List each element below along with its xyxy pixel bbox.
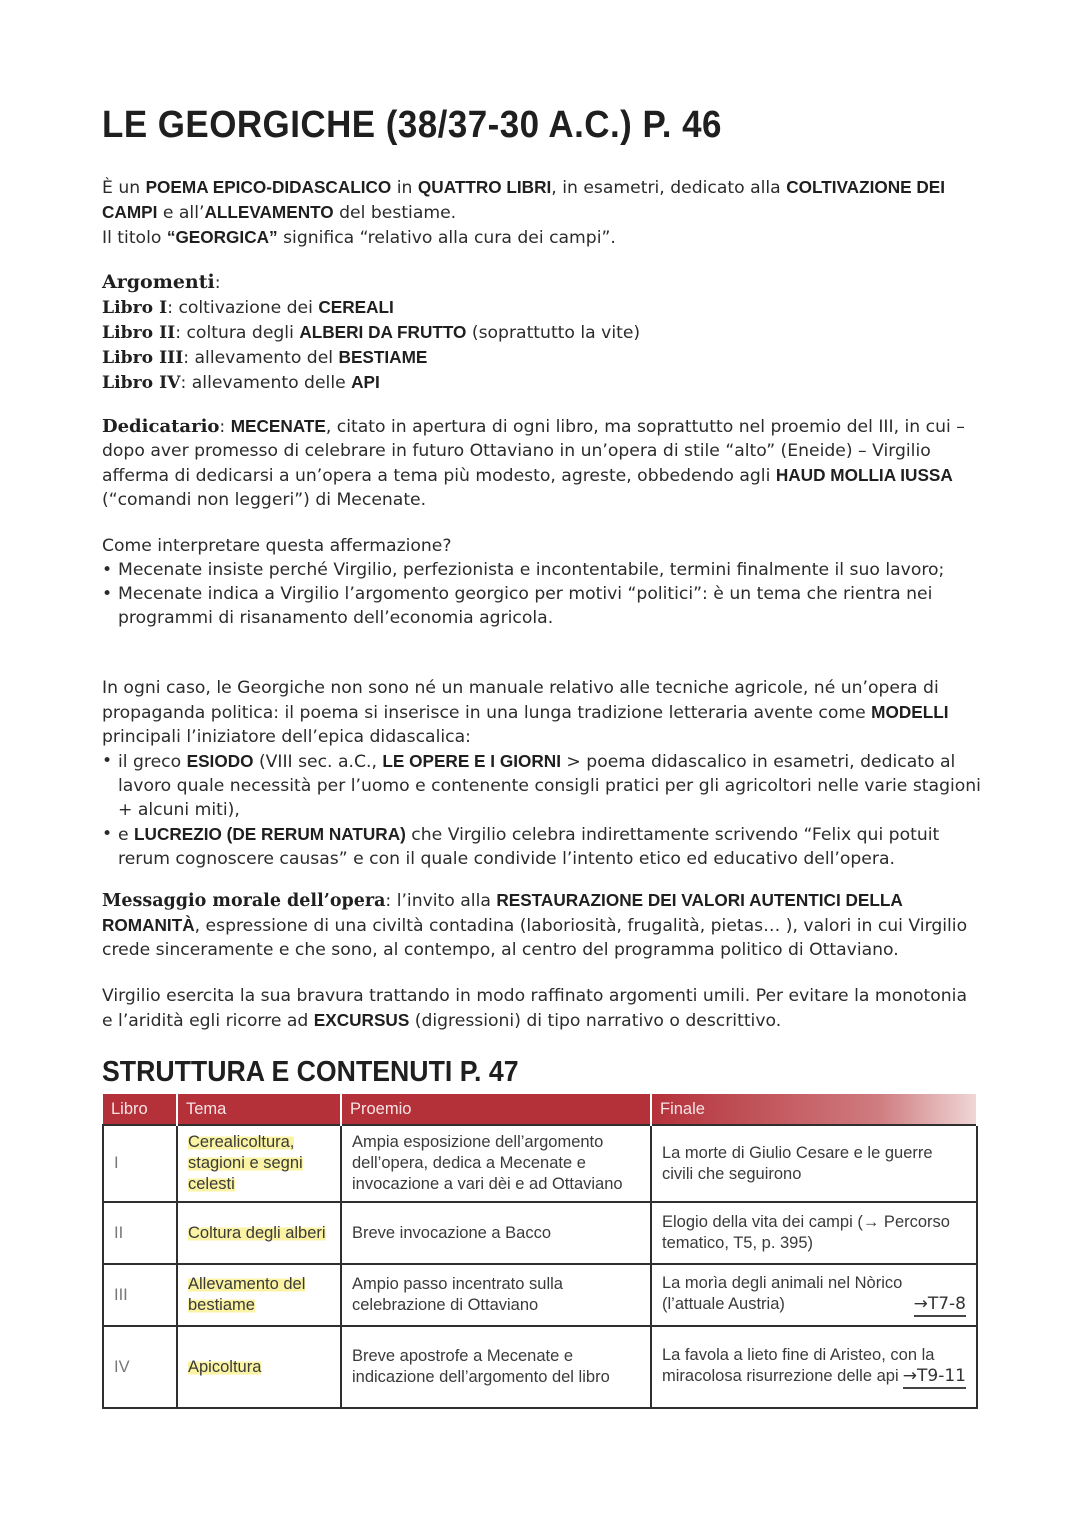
proemio-cell: Ampia esposizione dell’argomento dell’opera, dedica a Mecenate e invocazione a vari dèi e ad Ottaviano xyxy=(341,1125,651,1202)
modelli-text: In ogni caso, le Georgiche non sono né un manuale relativo alle tecniche agricole, né un’opera di propaganda politica: il poema si inserisce in una lunga tradizione letteraria avente come xyxy=(102,678,939,723)
tema-cell xyxy=(177,1326,341,1408)
interpretare-section xyxy=(102,534,982,630)
messaggio-paragraph xyxy=(102,888,982,962)
list-item: • Mecenate insiste perché Virgilio, perfezionista e incontentabile, termini finalmente il suo lavoro; xyxy=(118,558,982,582)
proemio-cell: Breve invocazione a Bacco xyxy=(341,1202,651,1264)
intro-bold: COLTIVAZIONE DEI CAMPI xyxy=(102,177,946,222)
text-reference: →T9-11 xyxy=(903,1366,966,1389)
excursus-bold: EXCURSUS xyxy=(313,1010,410,1030)
dedicatario-text: , citato in apertura di ogni libro, ma soprattutto nel proemio del III, in cui – dopo aver promesso di celebrare in futuro Ottaviano in un’opera di stile “alto” (Eneide) – Virgilio afferma di dedicarsi a un’opera a tema più modesto, agreste, obbedendo agli xyxy=(102,417,965,486)
list-item xyxy=(118,749,982,822)
dedicatario-name: MECENATE xyxy=(230,416,326,436)
tema-text: Allevamento del bestiame xyxy=(188,1275,306,1314)
messaggio-tail: , espressione di una civiltà contadina (laboriosità, frugalità, pietas… ), valori in cui Virgilio crede sinceramente e che sono, al contempo, al centro del programma politico di Ottaviano. xyxy=(102,916,968,960)
book-bold: API xyxy=(351,372,380,392)
book-bold: ALBERI DA FRUTTO xyxy=(299,322,467,342)
libro-cell: IV xyxy=(103,1326,177,1408)
messaggio-colon: : xyxy=(385,891,397,911)
table-row xyxy=(103,1202,977,1264)
libro-cell: III xyxy=(103,1264,177,1326)
messaggio-text: l’invito alla xyxy=(396,891,497,911)
libro-cell: I xyxy=(103,1125,177,1202)
excursus-paragraph xyxy=(102,984,982,1033)
modelli-text: che Virgilio celebra indirettamente scrivendo “Felix qui potuit rerum cognoscere causas” e con il quale condivide l’intento etico ed educativo dell’opera. xyxy=(118,825,940,869)
book-tail: (soprattutto la vite) xyxy=(466,323,641,343)
argomenti-heading: Argomenti xyxy=(102,271,215,293)
list-item xyxy=(102,345,982,370)
intro-text: e all’ xyxy=(157,203,205,223)
messaggio-heading: Messaggio morale dell’opera xyxy=(102,891,386,911)
intro-text: in xyxy=(391,178,418,198)
argomenti-section xyxy=(102,270,982,395)
tema-cell xyxy=(177,1264,341,1326)
book-label: Libro IV xyxy=(102,373,181,393)
finale-cell xyxy=(651,1264,977,1326)
table-row xyxy=(103,1326,977,1408)
finale-text: Elogio della vita dei campi (→ Percorso tematico, T5, p. 395) xyxy=(662,1213,950,1252)
modelli-bold: LE OPERE E I GIORNI xyxy=(382,751,561,771)
dedicatario-tail: (“comandi non leggeri”) di Mecenate. xyxy=(102,490,427,510)
modelli-section xyxy=(102,676,982,871)
table-row xyxy=(103,1125,977,1202)
tema-cell xyxy=(177,1202,341,1264)
finale-cell xyxy=(651,1326,977,1408)
messaggio-bold: RESTAURAZIONE DEI VALORI AUTENTICI DELLA ROMANITÀ xyxy=(102,890,903,935)
interpretare-question: Come interpretare questa affermazione? xyxy=(102,536,452,556)
book-label: Libro II xyxy=(102,323,176,343)
intro-text: È un xyxy=(102,178,146,198)
title-meaning-bold: “GEORGICA” xyxy=(166,227,278,247)
struttura-heading: STRUTTURA E CONTENUTI P. 47 xyxy=(102,1056,519,1088)
interpretare-list xyxy=(102,558,982,630)
tema-text: Coltura degli alberi xyxy=(188,1223,326,1242)
dedicatario-paragraph xyxy=(102,414,982,512)
book-bold: BESTIAME xyxy=(338,347,428,367)
finale-text: La morìa degli animali nel Nòrico (l’attuale Austria) xyxy=(662,1274,903,1313)
intro-text: , in esametri, dedicato alla xyxy=(551,178,787,198)
modelli-text: principali l’iniziatore dell’epica didascalica: xyxy=(102,727,471,747)
modelli-bold: LUCREZIO (DE RERUM NATURA) xyxy=(134,824,406,844)
modelli-text: e xyxy=(118,825,135,845)
table-header-row xyxy=(103,1094,977,1125)
modelli-list xyxy=(102,749,982,871)
list-item xyxy=(102,295,982,320)
book-text: : allevamento delle xyxy=(180,373,352,393)
intro-paragraph xyxy=(102,175,982,250)
book-label: Libro III xyxy=(102,348,184,368)
finale-text: La favola a lieto fine di Aristeo, con la miracolosa risurrezione delle api xyxy=(662,1346,935,1385)
argomenti-colon: : xyxy=(214,273,221,293)
title-meaning-text: Il titolo xyxy=(102,228,167,248)
proemio-cell: Ampio passo incentrato sulla celebrazione di Ottaviano xyxy=(341,1264,651,1326)
tema-text: Apicoltura xyxy=(188,1357,262,1376)
intro-bold: QUATTRO LIBRI xyxy=(417,177,552,197)
intro-text: del bestiame. xyxy=(333,203,457,223)
title-meaning-text: significa “relativo alla cura dei campi”. xyxy=(277,228,616,248)
finale-cell xyxy=(651,1125,977,1202)
list-item xyxy=(118,822,982,871)
book-text: : allevamento del xyxy=(183,348,339,368)
list-item: • Mecenate indica a Virgilio l’argomento georgico per motivi “politici”: è un tema che rientra nei programmi di risanamento dell’economia agricola. xyxy=(118,582,982,630)
struttura-table xyxy=(102,1094,978,1409)
dedicatario-colon: : xyxy=(219,417,231,437)
dedicatario-quote: HAUD MOLLIA IUSSA xyxy=(775,465,953,485)
modelli-text: > poema didascalico in esametri, dedicato al lavoro quale necessità per l’uomo e contenente consigli pratici per gli agricoltori nelle varie stagioni + alcuni miti), xyxy=(118,752,981,820)
book-bold: CEREALI xyxy=(318,297,394,317)
tema-text: Cerealicoltura, stagioni e segni celesti xyxy=(188,1133,303,1193)
tema-cell xyxy=(177,1125,341,1202)
list-item xyxy=(102,370,982,395)
text-reference: →T7-8 xyxy=(914,1294,966,1317)
column-header: Tema xyxy=(177,1094,341,1125)
book-text: : coltura degli xyxy=(175,323,300,343)
book-text: : coltivazione dei xyxy=(167,298,319,318)
proemio-cell: Breve apostrofe a Mecenate e indicazione dell’argomento del libro xyxy=(341,1326,651,1408)
intro-bold: ALLEVAMENTO xyxy=(204,202,334,222)
book-label: Libro I xyxy=(102,298,168,318)
intro-bold: POEMA EPICO-DIDASCALICO xyxy=(145,177,392,197)
modelli-bold: MODELLI xyxy=(871,702,949,722)
modelli-text: il greco xyxy=(118,752,187,772)
finale-cell xyxy=(651,1202,977,1264)
table-row xyxy=(103,1264,977,1326)
page-title: LE GEORGICHE (38/37-30 A.C.) P. 46 xyxy=(102,104,722,146)
libro-cell: II xyxy=(103,1202,177,1264)
modelli-bold: ESIODO xyxy=(186,751,254,771)
dedicatario-heading: Dedicatario xyxy=(102,416,220,437)
modelli-text: (VIII sec. a.C., xyxy=(253,752,383,772)
list-item xyxy=(102,320,982,345)
column-header: Proemio xyxy=(341,1094,651,1125)
column-header: Finale xyxy=(651,1094,977,1125)
finale-text: La morte di Giulio Cesare e le guerre civili che seguirono xyxy=(662,1143,933,1183)
excursus-tail: (digressioni) di tipo narrativo o descrittivo. xyxy=(409,1011,782,1031)
column-header: Libro xyxy=(103,1094,177,1125)
excursus-text: Virgilio esercita la sua bravura trattando in modo raffinato argomenti umili. Per evitare la monotonia e l’aridità egli ricorre ad xyxy=(102,986,967,1031)
